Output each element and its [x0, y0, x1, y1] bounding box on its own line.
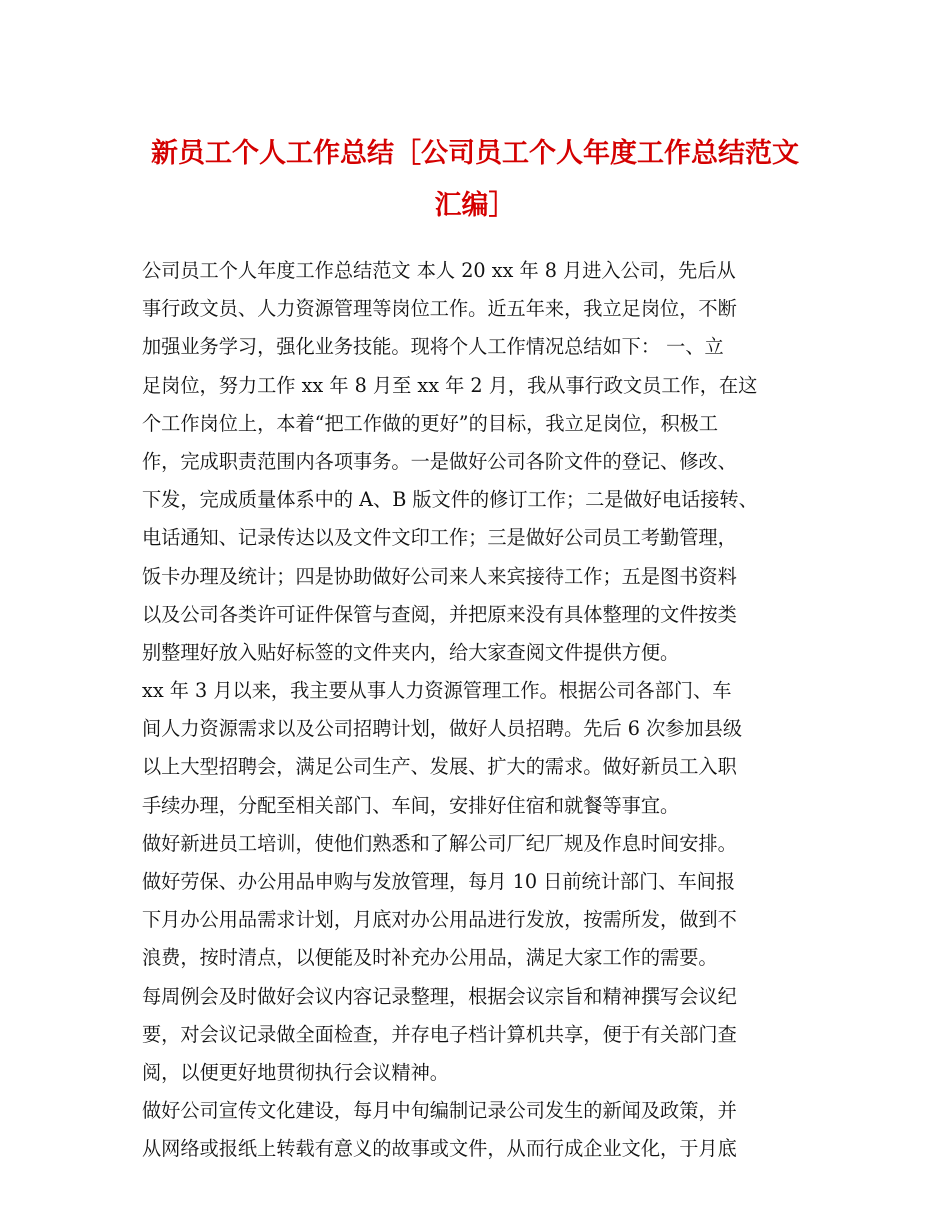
body-line: 做好新进员工培训，使他们熟悉和了解公司厂纪厂规及作息时间安排。 — [142, 831, 737, 855]
body-line: 间人力资源需求以及公司招聘计划，做好人员招聘。先后 6 次参加县级 — [142, 717, 743, 741]
body-line: 饭卡办理及统计；四是协助做好公司来人来宾接待工作；五是图书资料 — [142, 564, 737, 588]
body-line: 电话通知、记录传达以及文件文印工作；三是做好公司员工考勤管理， — [142, 526, 737, 550]
body-line: 要，对会议记录做全面检查，并存电子档计算机共享，便于有关部门查 — [142, 1022, 737, 1046]
body-line: 以及公司各类许可证件保管与查阅，并把原来没有具体整理的文件按类 — [142, 602, 737, 626]
body-line: 事行政文员、人力资源管理等岗位工作。近五年来，我立足岗位，不断 — [142, 297, 737, 321]
body-line: 做好劳保、办公用品申购与发放管理，每月 10 日前统计部门、车间报 — [142, 870, 736, 893]
document-title — [60, 128, 890, 232]
body-line: 以上大型招聘会，满足公司生产、发展、扩大的需求。做好新员工入职 — [142, 755, 737, 779]
body-line: 加强业务学习，强化业务技能。现将个人工作情况总结如下： 一、立 — [142, 335, 724, 359]
body-line: 浪费，按时清点，以便能及时补充办公用品，满足大家工作的需要。 — [142, 946, 718, 970]
title-line-2: 汇编］ — [434, 190, 516, 221]
body-line: 从网络或报纸上转载有意义的故事或文件，从而行成企业文化，于月底 — [142, 1137, 737, 1161]
body-line: 下月办公用品需求计划，月底对办公用品进行发放，按需所发，做到不 — [142, 908, 737, 932]
body-line: 做好公司宣传文化建设，每月中旬编制记录公司发生的新闻及政策，并 — [142, 1099, 737, 1123]
title-line-1: 新员工个人工作总结［公司员工个人年度工作总结范文 — [151, 138, 799, 169]
body-line: 手续办理，分配至相关部门、车间，安排好住宿和就餐等事宜。 — [142, 793, 680, 817]
body-line: 别整理好放入贴好标签的文件夹内，给大家查阅文件提供方便。 — [142, 640, 680, 664]
document-body — [142, 252, 822, 1169]
body-line: 个工作岗位上，本着“把工作做的更好”的目标，我立足岗位，积极工 — [142, 411, 719, 435]
body-line: xx 年 3 月以来，我主要从事人力资源管理工作。根据公司各部门、车 — [142, 679, 732, 703]
body-line: 足岗位，努力工作 xx 年 8 月至 xx 年 2 月，我从事行政文员工作，在这 — [142, 373, 758, 397]
body-line: 作，完成职责范围内各项事务。一是做好公司各阶文件的登记、修改、 — [142, 449, 737, 473]
body-line: 下发，完成质量体系中的 A、B 版文件的修订工作；二是做好电话接转、 — [142, 488, 758, 512]
body-line: 公司员工个人年度工作总结范文 本人 20 xx 年 8 月进入公司，先后从 — [142, 259, 736, 282]
body-line: 阅，以便更好地贯彻执行会议精神。 — [142, 1060, 449, 1084]
body-line: 每周例会及时做好会议内容记录整理，根据会议宗旨和精神撰写会议纪 — [142, 984, 737, 1008]
